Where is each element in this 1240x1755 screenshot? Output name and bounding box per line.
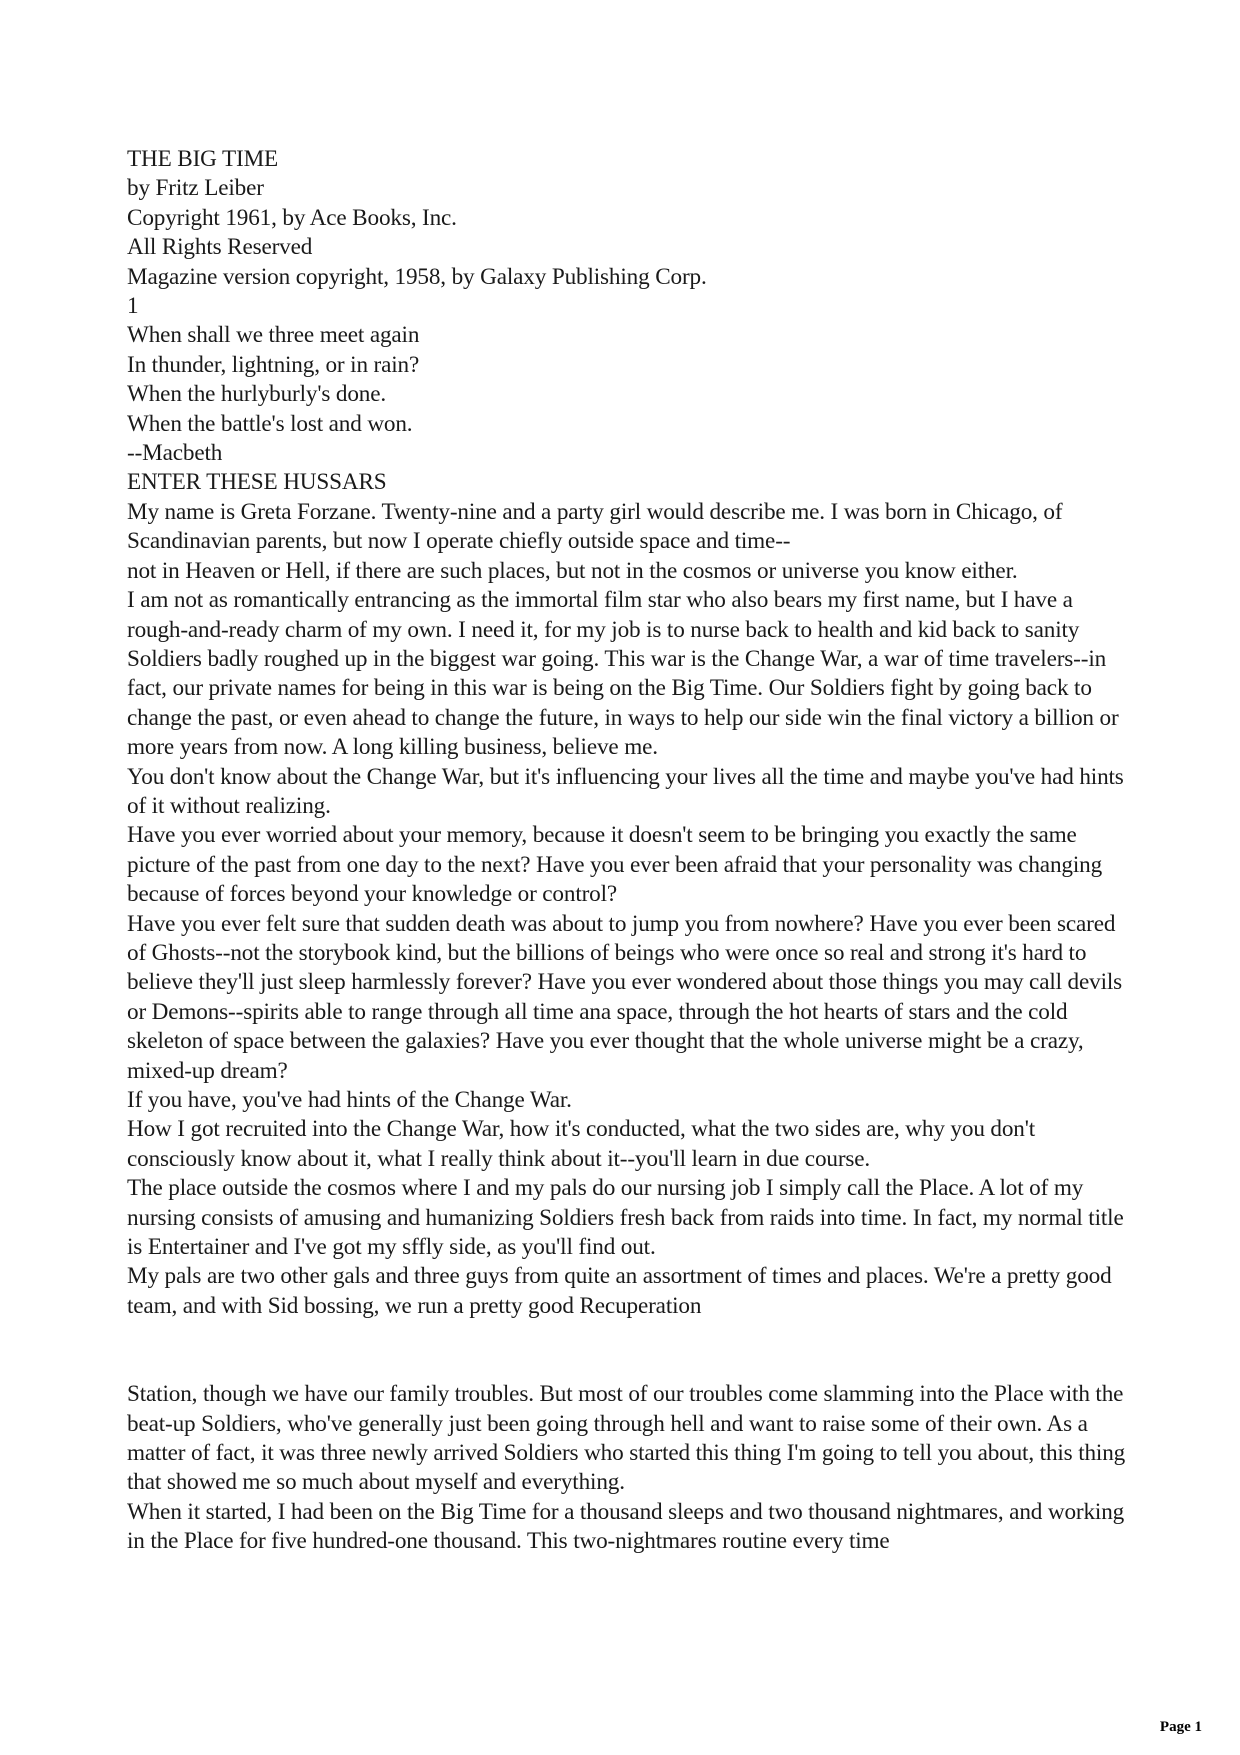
chapter-title: ENTER THESE HUSSARS [127, 469, 387, 496]
epigraph-line: When shall we three meet again [127, 322, 420, 349]
chapter-number: 1 [127, 293, 139, 320]
rights-line: All Rights Reserved [127, 234, 313, 261]
paragraph: My pals are two other gals and three guys from quite an assortment of times and places. We're a pretty good team, and with Sid bossing, we run a pretty good Recuperation [127, 1263, 1112, 1319]
paragraph: If you have, you've had hints of the Change War. [127, 1087, 572, 1113]
epigraph-line: When the hurlyburly's done. [127, 381, 386, 408]
paragraph: I am not as romantically entrancing as the immortal film star who also bears my first name, but I have a rough-and-ready charm of my own. I need it, for my job is to nurse back to health and kid back to sanity Soldiers badly roughed up in the biggest war going. This war is the Change War, a war of time travelers--in fact, our private names for being in this war is being on the Big Time. Our Soldiers fight by going back to change the past, or even ahead to change the future, in ways to help our side win the final victory a billion or more years from now. A long killing business, believe me. [127, 587, 1119, 761]
paragraph: The place outside the cosmos where I and my pals do our nursing job I simply call the Place. A lot of my nursing consists of amusing and humanizing Soldiers fresh back from raids into time. In fact, my normal title is Entertainer and I've got my sffly side, as you'll find out. [127, 1175, 1124, 1261]
epigraph-line: In thunder, lightning, or in rain? [127, 351, 420, 378]
paragraph: When it started, I had been on the Big Time for a thousand sleeps and two thousand nightmares, and working in the Place for five hundred-one thousand. This two-nightmares routine every time [127, 1498, 1125, 1555]
paragraph: Have you ever worried about your memory, because it doesn't seem to be bringing you exactly the same picture of the past from one day to the next? Have you ever been afraid that your personality was changing because of forces beyond your knowledge or control? [127, 822, 1103, 908]
book-title: THE BIG TIME [127, 146, 279, 172]
paragraph: How I got recruited into the Change War, how it's conducted, what the two sides are, why you don't consciously know about it, what I really think about it--you'll learn in due course. [127, 1116, 1036, 1172]
epigraph-line: When the battle's lost and won. [127, 410, 413, 437]
magazine-copyright-line: Magazine version copyright, 1958, by Galaxy Publishing Corp. [127, 263, 707, 290]
epigraph-attribution: --Macbeth [127, 440, 223, 467]
paragraph: My name is Greta Forzane. Twenty-nine and a party girl would describe me. I was born in Chicago, of Scandinavian parents, but now I operate chiefly outside space and time-- [127, 498, 1063, 555]
document-page [127, 145, 1137, 1557]
copyright-line: Copyright 1961, by Ace Books, Inc. [127, 204, 457, 231]
paragraph: not in Heaven or Hell, if there are such places, but not in the cosmos or universe you know either. [127, 557, 1018, 584]
paragraph: Have you ever felt sure that sudden death was about to jump you from nowhere? Have you ever been scared of Ghosts--not the storybook kind, but the billions of beings who were once so real and strong it's hard to believe they'll just sleep harmlessly forever? Have you ever wondered about those things you may call devils or Demons--spirits able to range through all time ana space, through the hot hearts of stars and the cold skeleton of space between the galaxies? Have you ever thought that the whole universe might be a crazy, mixed-up dream? [127, 910, 1123, 1084]
paragraph: You don't know about the Change War, but it's influencing your lives all the time and maybe you've had hints of it without realizing. [127, 763, 1124, 819]
section-gap [127, 1321, 1137, 1380]
author-line: by Fritz Leiber [127, 175, 264, 202]
paragraph: Station, though we have our family troubles. But most of our troubles come slamming into the Place with the beat-up Soldiers, who've generally just been going through hell and want to raise some of their own. As a matter of fact, it was three newly arrived Soldiers who started this thing I'm going to tell you about, this thing that showed me so much about myself and everything. [127, 1381, 1126, 1496]
page-number: Page 1 [1159, 1719, 1202, 1735]
